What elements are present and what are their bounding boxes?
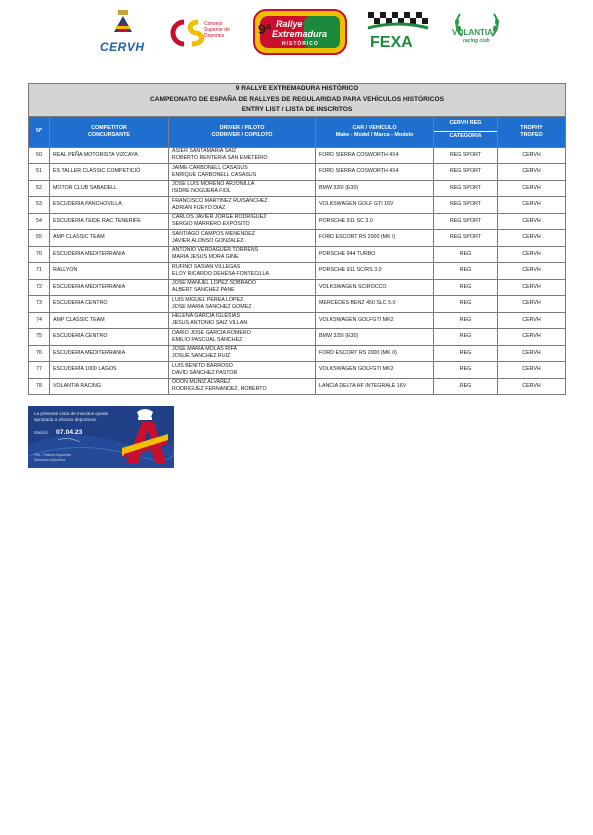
competitor-name: ESCUDERIA MEDITERRANIA <box>50 279 169 296</box>
competitor-name: ESCUDERÍA TEIDE RAC TENERIFE <box>50 213 169 230</box>
col-header-class: CERVH REG CATEGORIA <box>434 116 498 147</box>
car-model: LANCIA DELTA HF INTEGRALE 16V <box>316 378 434 395</box>
rally-line2: Extremadura <box>272 29 328 39</box>
crew-cell <box>169 378 316 395</box>
category-value: REG SPORT <box>434 164 498 181</box>
entry-number: 54 <box>29 213 50 230</box>
driver-name: DARIO JOSE GARCIA ROMERO <box>172 329 251 336</box>
trophy-value: CERVH <box>498 378 566 395</box>
car-model: BMW 320I (E30) <box>316 180 434 197</box>
trophy-value: CERVH <box>498 230 566 247</box>
driver-name: ASIER SANTAMARIA SAIZ <box>172 148 237 155</box>
trophy-value: CERVH <box>498 329 566 346</box>
table-title <box>29 84 566 117</box>
category-value: REG <box>434 362 498 379</box>
entry-number: 78 <box>29 378 50 395</box>
table-row <box>29 296 566 313</box>
car-model: FORD SIERRA COSWORTH 4X4 <box>316 164 434 181</box>
fexa-logo-text: FEXA <box>370 34 413 51</box>
table-title-row <box>29 84 566 117</box>
driver-name: JOSE MARIA MOLAS RIFA <box>172 346 238 353</box>
entry-number: 74 <box>29 312 50 329</box>
competitor-name: REAL PEÑA MOTORISTA VIZCAYA <box>50 147 169 164</box>
table-row <box>29 345 566 362</box>
table-header-row <box>29 116 566 147</box>
trophy-value: CERVH <box>498 213 566 230</box>
crew-cell <box>169 230 316 247</box>
table-row <box>29 263 566 280</box>
car-model: VOLKSWAGEN GOLFGTI MK2 <box>316 362 434 379</box>
entry-number: 76 <box>29 345 50 362</box>
category-value: REG SPORT <box>434 147 498 164</box>
codriver-name: ENRIQUE CARBONELL CASASUS <box>172 171 257 178</box>
competitor-name: ESCUDERIA MEDITERRANIA <box>50 345 169 362</box>
crew-cell <box>169 279 316 296</box>
competitor-name: ESCUDERIA CENTRO <box>50 329 169 346</box>
col-header-competitor: COMPETITOR CONCURSANTE <box>50 116 169 147</box>
competitor-name: ES TALLER CLÀSSIC COMPETICIÓ <box>50 164 169 181</box>
entry-number: 50 <box>29 147 50 164</box>
sponsor-logos <box>0 8 593 60</box>
trophy-value: CERVH <box>498 197 566 214</box>
crew-cell <box>169 197 316 214</box>
competitor-name: ESCUDERIA MEDITERRANIA <box>50 246 169 263</box>
trophy-value: CERVH <box>498 246 566 263</box>
driver-name: JOSE LUIS MORENO ARJONILLA <box>172 181 255 188</box>
driver-name: LUIS MIGUEL PEREA LOPEZ <box>172 296 244 303</box>
driver-name: JAIME CARBONELL CASASUS <box>172 164 248 171</box>
checkered-flag-icon <box>364 10 432 36</box>
event-title: 9 RALLYE EXTREMADURA HISTÓRICO <box>235 85 359 92</box>
category-value: REG <box>434 263 498 280</box>
category-value: REG <box>434 246 498 263</box>
entry-number: 55 <box>29 230 50 247</box>
crew-cell <box>169 213 316 230</box>
table-row <box>29 312 566 329</box>
category-value: REG <box>434 296 498 313</box>
table-row <box>29 164 566 181</box>
trophy-value: CERVH <box>498 180 566 197</box>
csd-logo <box>168 8 240 58</box>
codriver-name: SERGIO MARRERO EXPÓSITO <box>172 221 250 228</box>
list-title: ENTRY LIST / LISTA DE INSCRITOS <box>241 106 353 113</box>
approval-stamp <box>28 406 174 468</box>
trophy-value: CERVH <box>498 147 566 164</box>
col-header-driver: DRIVER / PILOTO CODRIVER / COPILOTO <box>169 116 316 147</box>
table-row <box>29 378 566 395</box>
category-value: REG <box>434 312 498 329</box>
table-row <box>29 197 566 214</box>
competitor-name: ESCUDERÍA 1000 LAGOS <box>50 362 169 379</box>
driver-name: LUIS BENITO BARROSO <box>172 362 233 369</box>
car-model: VOLKSWAGEN GOLFGTI MK2 <box>316 312 434 329</box>
codriver-name: ROBERTO RENTERIA SAN EMETERIO <box>172 155 268 162</box>
driver-name: JOSE MANUEL LOPEZ SOBRADO <box>172 280 256 287</box>
driver-name: HELENA GARCIA IGLESIAS <box>172 313 241 320</box>
crew-cell <box>169 345 316 362</box>
rfeda-emblem-icon <box>120 408 170 466</box>
car-model: BMW 325I (E30) <box>316 329 434 346</box>
entry-number: 77 <box>29 362 50 379</box>
car-model: PORSCHE 944 TURBO <box>316 246 434 263</box>
championship-title: CAMPEONATO DE ESPAÑA DE RALLYES DE REGULARIDAD PARA VEHÍCULOS HISTÓRICOS <box>149 95 445 103</box>
competitor-name: AMP CLASSIC TEAM <box>50 230 169 247</box>
table-row <box>29 279 566 296</box>
crew-cell <box>169 147 316 164</box>
trophy-value: CERVH <box>498 312 566 329</box>
trophy-value: CERVH <box>498 164 566 181</box>
csd-logo-text: Consejo Superior de Deportes <box>204 21 230 39</box>
driver-name: RUFINO SASIAN VILLEGAS <box>172 263 241 270</box>
table-row <box>29 230 566 247</box>
codriver-name: JOSE MARIA SANCHEZ GOMEZ <box>172 303 252 310</box>
codriver-name: ISIDRE NOGUERA FIOL <box>172 188 231 195</box>
entry-number: 70 <box>29 246 50 263</box>
codriver-name: EMILIO PASCUAL SÁNCHEZ <box>172 336 243 343</box>
stamp-approval-text: La presente Lista de Inscritos queda aprobada a efectos deportivos. <box>34 411 109 422</box>
driver-name: ODON MUÑIZ ALVAREZ <box>172 379 231 386</box>
car-model: VOLKSWAGEN GOLF GTI 16V <box>316 197 434 214</box>
rally-line1: Rallye <box>276 19 303 29</box>
rally-line3: HISTÓRICO <box>282 41 319 47</box>
category-value: REG <box>434 329 498 346</box>
volantia-logo <box>446 8 508 58</box>
entry-number: 73 <box>29 296 50 313</box>
category-value: REG SPORT <box>434 213 498 230</box>
codriver-name: RODRIGUEZ FERNANDEZ, ROBERTO <box>172 386 267 393</box>
entry-number: 71 <box>29 263 50 280</box>
crew-cell <box>169 180 316 197</box>
driver-name: SANTIAGO CAMPOS MENENDEZ <box>172 230 255 237</box>
category-value: REG SPORT <box>434 197 498 214</box>
stamp-place: Madrid, <box>34 430 49 435</box>
driver-name: CARLOS JAVIER JORGE RODRÍGUEZ <box>172 214 267 221</box>
competitor-name: AMP CLASSIC TEAM <box>50 312 169 329</box>
fexa-logo <box>364 8 432 58</box>
category-value: REG SPORT <box>434 180 498 197</box>
entry-number: 53 <box>29 197 50 214</box>
driver-name: ANTONIO VERDAGUER TORRENS <box>172 247 259 254</box>
entry-list-table <box>28 83 566 395</box>
table-row <box>29 213 566 230</box>
car-model: PORSCHE 911 SC 3.0 <box>316 213 434 230</box>
stamp-signer: Fdo.: Paloma Izquierdo Directora Deportiva <box>34 453 72 462</box>
rally-number: 9ª <box>258 21 271 37</box>
crew-cell <box>169 329 316 346</box>
entry-number: 75 <box>29 329 50 346</box>
car-model: FORD ESCORT RS 2000 (MK II) <box>316 345 434 362</box>
category-value: REG <box>434 378 498 395</box>
competitor-name: ESCUDERIA CENTRO <box>50 296 169 313</box>
codriver-name: JESUS ANTONIO SAIZ VILLAN <box>172 320 248 327</box>
competitor-name: ESCUDERIA PANCHOVILLA <box>50 197 169 214</box>
car-model: FORD ESCORT RS 2000 (MK I) <box>316 230 434 247</box>
col-header-num: Nº <box>29 116 50 147</box>
car-model: MERCEDES BENZ 450 SLC 5.0 <box>316 296 434 313</box>
crew-cell <box>169 362 316 379</box>
codriver-name: JOSUE SANCHEZ RUIZ <box>172 353 231 360</box>
codriver-name: ADRIAN FUEYO DIAZ <box>172 204 226 211</box>
codriver-name: DAVID SÁNCHEZ PASTOR <box>172 369 238 376</box>
col-header-trophy: TROPHY TROFEO <box>498 116 566 147</box>
crew-cell <box>169 312 316 329</box>
trophy-value: CERVH <box>498 279 566 296</box>
trophy-value: CERVH <box>498 345 566 362</box>
volantia-logo-subtext: racing club <box>463 38 490 44</box>
cervh-logo-text: CERVH <box>100 40 145 54</box>
rally-extremadura-logo <box>252 8 348 58</box>
cervh-logo <box>92 8 154 58</box>
crew-cell <box>169 263 316 280</box>
table-row <box>29 246 566 263</box>
category-value: REG <box>434 345 498 362</box>
codriver-name: ELOY RICARDO DEHESA FONTECILLA <box>172 270 270 277</box>
crew-cell <box>169 164 316 181</box>
stamp-date: 07.04.23 <box>56 429 83 436</box>
volantia-logo-text: VOLANTIA <box>452 28 493 37</box>
category-value: REG SPORT <box>434 230 498 247</box>
codriver-name: ALBERT SANCHEZ PANE <box>172 287 235 294</box>
competitor-name: RALLYON <box>50 263 169 280</box>
entry-number: 51 <box>29 164 50 181</box>
car-model: PORSCHE 911 SC/RS 3.0 <box>316 263 434 280</box>
entry-number: 52 <box>29 180 50 197</box>
trophy-value: CERVH <box>498 362 566 379</box>
car-model: FORD SIERRA COSWORTH 4X4 <box>316 147 434 164</box>
codriver-name: MARIA JESUS MORA GINE <box>172 254 239 261</box>
col-header-car: CAR / VEHICULO Make - Model / Marca - Modelo <box>316 116 434 147</box>
entry-number: 72 <box>29 279 50 296</box>
trophy-value: CERVH <box>498 296 566 313</box>
codriver-name: JAVIER ALONSO GONZALEZ <box>172 237 244 244</box>
table-rows <box>29 147 566 395</box>
driver-name: FRANCISCO MARTINEZ RUISANCHEZ <box>172 197 268 204</box>
table-row <box>29 329 566 346</box>
table-row <box>29 180 566 197</box>
crew-cell <box>169 246 316 263</box>
category-value: REG <box>434 279 498 296</box>
competitor-name: VOLANTIA RACING <box>50 378 169 395</box>
crew-cell <box>169 296 316 313</box>
car-model: VOLKSWAGEN SCIROCCO <box>316 279 434 296</box>
competitor-name: MOTOR CLUB SABADELL <box>50 180 169 197</box>
table-row <box>29 147 566 164</box>
trophy-value: CERVH <box>498 263 566 280</box>
csd-mark-icon <box>168 18 208 48</box>
table-row <box>29 362 566 379</box>
